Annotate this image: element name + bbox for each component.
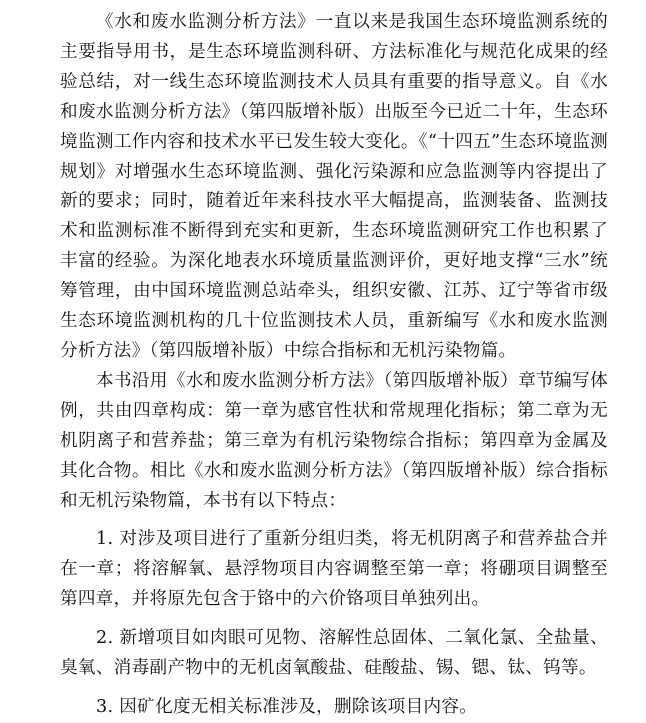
paragraph-structure: 本书沿用《水和废水监测分析方法》（第四版增补版）章节编写体例，共由四章构成：第一章为感官性状和常规理化指标；第二章为无机阴离子和营养盐；第三章为有机污染物综合指标；第四章为金属及其化合物。相比《水和废水监测分析方法》（第四版增补版）综合指标和无机污染物篇，本书有以下特点： [60, 370, 608, 511]
list-item-1: 1. 对涉及项目进行了重新分组归类，将无机阴离子和营养盐合并在一章；将溶解氧、悬浮物项目内容调整至第一章；将硼项目调整至第四章，并将原先包含于铬中的六价铬项目单独列出。 [60, 529, 608, 610]
list-item-2: 2. 新增项目如肉眼可见物、溶解性总固体、二氧化氯、全盐量、臭氧、消毒副产物中的无机卤氧酸盐、硅酸盐、锡、锶、钛、钨等。 [60, 628, 608, 679]
list-item-3: 3. 因矿化度无相关标准涉及，删除该项目内容。 [96, 696, 478, 717]
paragraph-intro: 《水和废水监测分析方法》一直以来是我国生态环境监测系统的主要指导用书，是生态环境监测科研、方法标准化与规范化成果的经验总结，对一线生态环境监测技术人员具有重要的指导意义。自《水和废水监测分析方法》（第四版增补版）出版至今已近二十年，生态环境监测工作内容和技术水平已发生较大变化。《“十四五”生态环境监测规划》对增强水生态环境监测、强化污染源和应急监测等内容提出了新的要求；同时，随着近年来科技水平大幅提高，监测装备、监测技术和监测标准不断得到充实和更新，生态环境监测研究工作也积累了丰富的经验。为深化地表水环境质量监测评价，更好地支撑“三水”统筹管理，由中国环境监测总站牵头，组织安徽、江苏、辽宁等省市级生态环境监测机构的几十位监测技术人员，重新编写《水和废水监测分析方法》（第四版增补版）中综合指标和无机污染物篇。 [60, 12, 608, 361]
document-page [60, 8, 608, 723]
